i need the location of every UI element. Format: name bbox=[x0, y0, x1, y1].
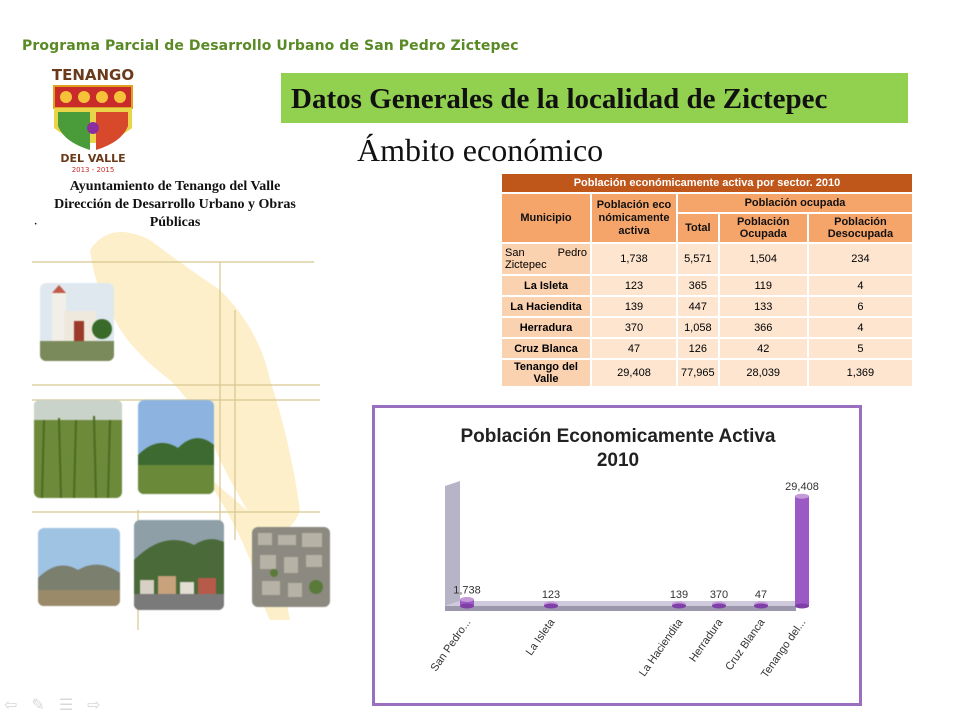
col-total: Total bbox=[678, 214, 718, 242]
table-cell-municipio: Cruz Blanca bbox=[502, 339, 590, 358]
table-cell-ocupada: 366 bbox=[720, 318, 807, 337]
logo-bottom-text: DEL VALLE bbox=[60, 152, 126, 165]
table-cell-ocupada: 133 bbox=[720, 297, 807, 316]
table-row bbox=[502, 339, 912, 358]
table-cell-total: 447 bbox=[678, 297, 718, 316]
chart-data-label: 370 bbox=[709, 589, 729, 601]
mountains-photo bbox=[38, 528, 120, 606]
arrow-right-icon[interactable]: ⇨ bbox=[87, 697, 101, 714]
col-desocupada: Población Desocupada bbox=[809, 214, 912, 242]
col-pea: Población económicamente activa bbox=[592, 194, 676, 242]
table-row bbox=[502, 276, 912, 295]
table-cell-ocupada: 119 bbox=[720, 276, 807, 295]
chart-tick-label: Cruz Blanca bbox=[723, 616, 768, 673]
table-cell-municipio: Tenango del Valle bbox=[502, 360, 590, 386]
table-cell-ocupada: 1,504 bbox=[720, 244, 807, 274]
cornfield-photo bbox=[34, 400, 122, 498]
table-cell-total: 77,965 bbox=[678, 360, 718, 386]
col-municipio: Municipio bbox=[502, 194, 590, 242]
table-cell-desocupada: 1,369 bbox=[809, 360, 912, 386]
table-row bbox=[502, 318, 912, 337]
aerial-photo bbox=[252, 527, 330, 607]
chart-tick-label: Tenango del... bbox=[758, 616, 809, 681]
chart-bar bbox=[672, 602, 686, 609]
chart-data-label: 139 bbox=[669, 589, 689, 601]
landscape-photo bbox=[138, 400, 214, 494]
pea-chart bbox=[375, 408, 859, 703]
table-cell-municipio bbox=[502, 244, 590, 274]
logo-top-text: TENANGO bbox=[51, 66, 135, 84]
pea-table bbox=[500, 172, 914, 388]
table-cell-municipio: La Haciendita bbox=[502, 297, 590, 316]
table-cell-desocupada: 6 bbox=[809, 297, 912, 316]
table-cell-ocupada: 42 bbox=[720, 339, 807, 358]
table-cell-pea: 139 bbox=[592, 297, 676, 316]
chart-tick-label: La Isleta bbox=[523, 616, 558, 658]
pen-icon[interactable]: ✎ bbox=[31, 697, 45, 714]
chart-data-label: 29,408 bbox=[785, 481, 819, 494]
slide-nav bbox=[4, 695, 101, 715]
table-cell-desocupada: 234 bbox=[809, 244, 912, 274]
church-photo bbox=[40, 283, 114, 361]
chart-floor-edge bbox=[445, 606, 796, 611]
table-cell-desocupada: 4 bbox=[809, 276, 912, 295]
table-cell-pea: 123 bbox=[592, 276, 676, 295]
slide-title: Datos Generales de la localidad de Zictepec bbox=[291, 83, 828, 115]
table-cell-municipio: Herradura bbox=[502, 318, 590, 337]
table-cell-municipio-a: San bbox=[505, 247, 525, 259]
chart-tick-label: San Pedro... bbox=[428, 616, 474, 674]
chart-tick-label: Herradura bbox=[687, 616, 726, 665]
chart-title-year: 2010 bbox=[596, 450, 640, 471]
table-cell-pea: 1,738 bbox=[592, 244, 676, 274]
table-row bbox=[502, 244, 912, 274]
office-line-1: Ayuntamiento de Tenango del Valle bbox=[69, 179, 281, 194]
tenango-logo bbox=[44, 66, 142, 176]
table-cell-pea: 370 bbox=[592, 318, 676, 337]
col-ocupada-group: Población ocupada bbox=[678, 194, 912, 212]
menu-icon[interactable]: ☰ bbox=[58, 697, 74, 714]
arrow-left-icon[interactable]: ⇦ bbox=[4, 697, 18, 714]
chart-bar bbox=[544, 602, 558, 609]
chart-title: Población Economicamente Activa bbox=[460, 426, 776, 447]
table-cell-ocupada: 28,039 bbox=[720, 360, 807, 386]
town-photo bbox=[134, 520, 224, 610]
chart-bar bbox=[795, 494, 809, 609]
table-cell-pea: 29,408 bbox=[592, 360, 676, 386]
table-caption: Población económicamente activa por sector. 2010 bbox=[502, 174, 912, 192]
program-title: Programa Parcial de Desarrollo Urbano de San Pedro Zictepec bbox=[22, 38, 519, 54]
office-line-3: Públicas bbox=[149, 215, 201, 230]
table-cell-pea: 47 bbox=[592, 339, 676, 358]
table-cell-total: 365 bbox=[678, 276, 718, 295]
pea-chart-frame bbox=[372, 405, 862, 706]
slide-title-box bbox=[281, 73, 908, 123]
table-cell-municipio-b: Pedro bbox=[557, 247, 587, 259]
chart-data-label: 1,738 bbox=[453, 584, 481, 597]
table-cell-municipio-c: Zictepec bbox=[505, 259, 547, 271]
chart-data-label: 47 bbox=[754, 589, 768, 601]
chart-back-wall bbox=[460, 481, 811, 601]
chart-tick-label: La Haciendita bbox=[637, 616, 686, 679]
table-cell-municipio: La Isleta bbox=[502, 276, 590, 295]
table-cell-desocupada: 4 bbox=[809, 318, 912, 337]
table-row bbox=[502, 297, 912, 316]
chart-bar bbox=[712, 602, 726, 609]
chart-data-label: 123 bbox=[541, 589, 561, 601]
slide-subtitle: Ámbito económico bbox=[357, 132, 604, 168]
chart-bar bbox=[754, 602, 768, 609]
table-cell-total: 5,571 bbox=[678, 244, 718, 274]
table-cell-total: 1,058 bbox=[678, 318, 718, 337]
office-line-2: Dirección de Desarrollo Urbano y Obras bbox=[54, 197, 296, 212]
col-ocupada: Población Ocupada bbox=[720, 214, 807, 242]
table-cell-desocupada: 5 bbox=[809, 339, 912, 358]
logo-years: 2013 - 2015 bbox=[71, 166, 115, 174]
table-cell-total: 126 bbox=[678, 339, 718, 358]
table-row bbox=[502, 360, 912, 386]
chart-bar bbox=[460, 597, 474, 608]
office-bullet: · bbox=[34, 219, 38, 230]
